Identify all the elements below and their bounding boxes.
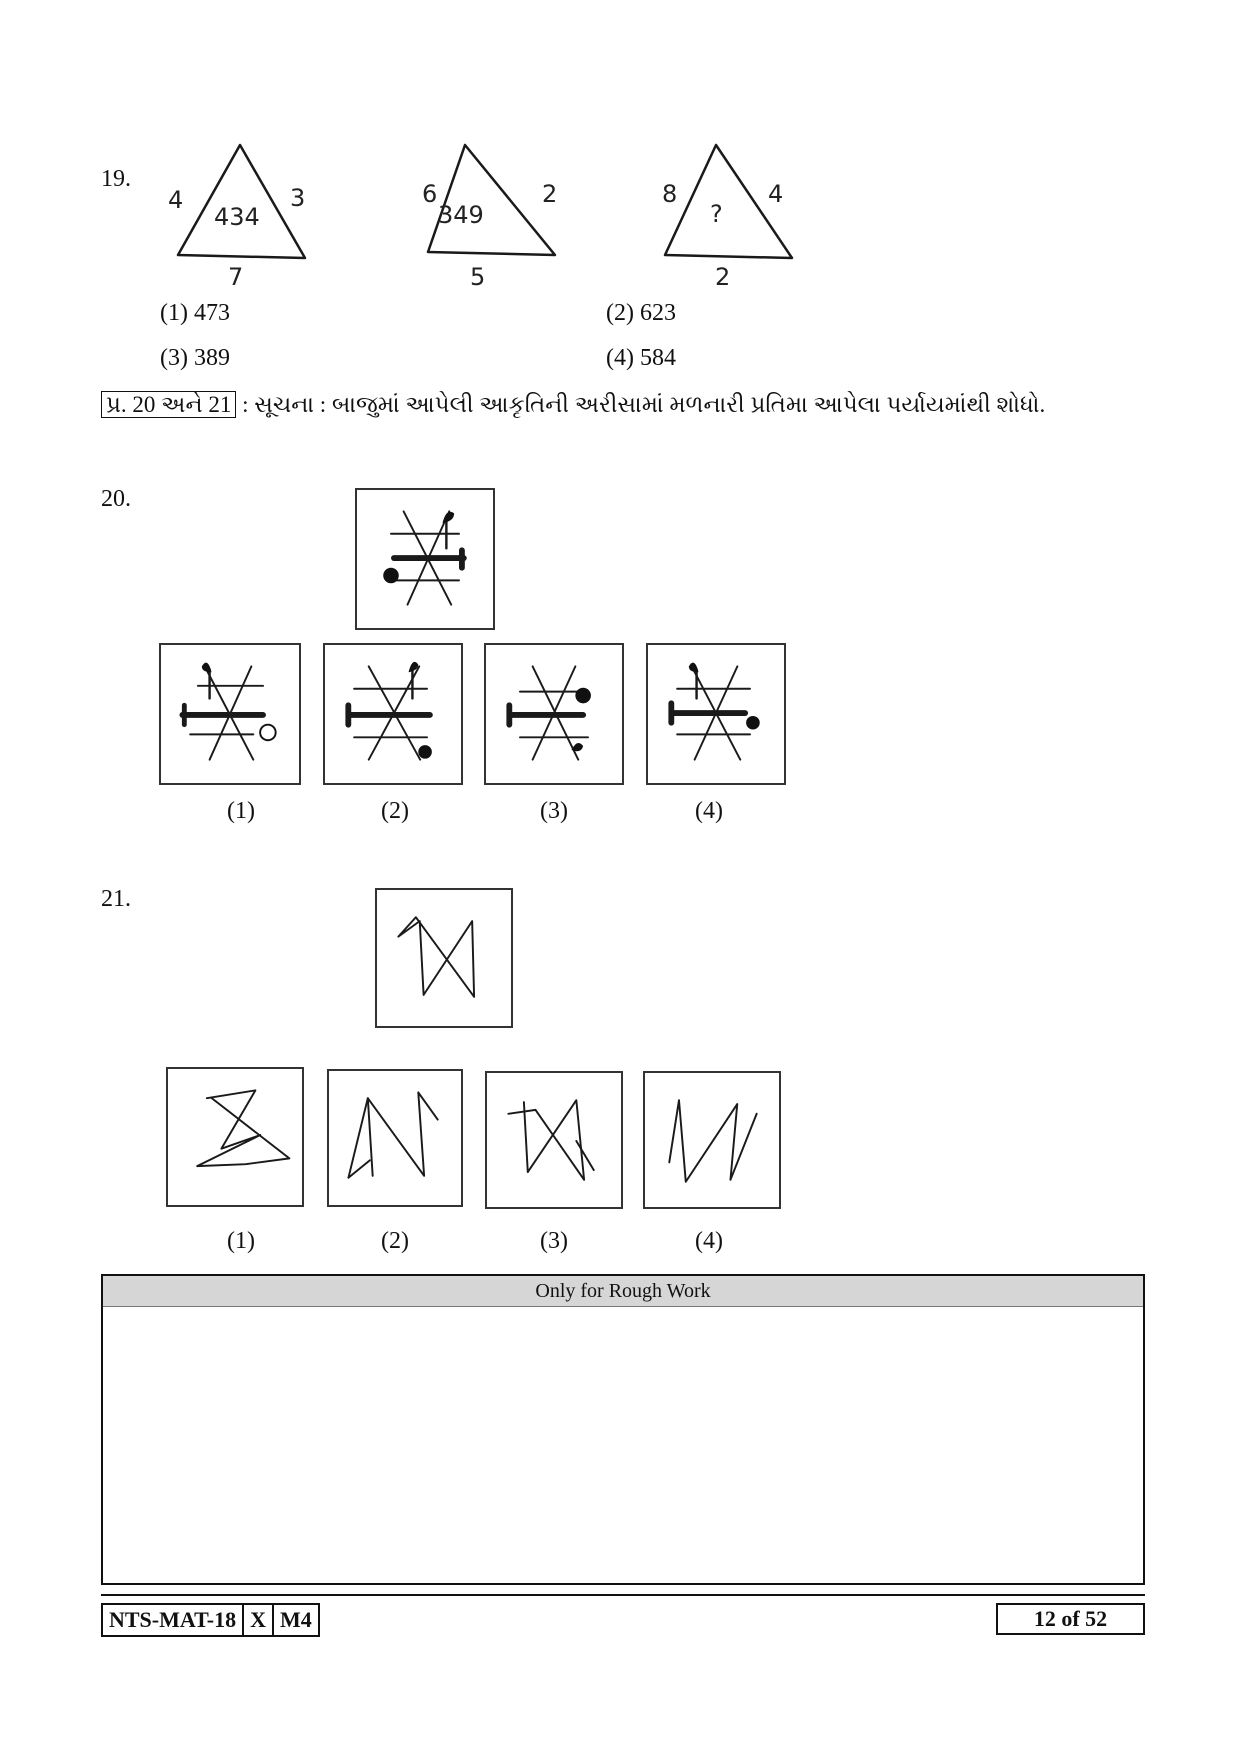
instruction-text: : સૂચના : બાજુમાં આપેલી આકૃતિની અરીસામાં મળનારી પ્રતિમા આપેલા પર્યાયમાંથી શોધો. xyxy=(242,392,1046,417)
question-21-number: 21. xyxy=(101,886,131,912)
triangle-1-right: 3 xyxy=(290,184,306,212)
q19-option-1[interactable]: (1) 473 xyxy=(160,300,230,326)
q21-option-2-figure[interactable] xyxy=(327,1069,463,1207)
triangle-2-bottom: 5 xyxy=(470,263,486,290)
triangle-3-center: ? xyxy=(710,200,723,228)
footer-page-number: 12 of 52 xyxy=(996,1603,1145,1635)
q20-option-2-figure[interactable] xyxy=(323,643,463,785)
q21-option-3-figure[interactable] xyxy=(485,1071,623,1209)
q19-option-3[interactable]: (3) 389 xyxy=(160,345,230,371)
rough-work-label: Only for Rough Work xyxy=(103,1276,1143,1307)
triangle-2-left: 6 xyxy=(422,180,438,208)
triangle-1 xyxy=(168,145,305,290)
q20-caption-2: (2) xyxy=(381,798,409,824)
q20-option-4-figure[interactable] xyxy=(646,643,786,785)
triangle-1-left: 4 xyxy=(168,186,184,214)
question-20-number: 20. xyxy=(101,486,131,512)
footer-rule xyxy=(101,1594,1145,1596)
q20-option-3-figure[interactable] xyxy=(484,643,624,785)
q20-caption-4: (4) xyxy=(695,798,723,824)
q20-caption-3: (3) xyxy=(540,798,568,824)
q21-option-1-figure[interactable] xyxy=(166,1067,304,1207)
q20-option-1-figure[interactable] xyxy=(159,643,301,785)
q21-option-4-figure[interactable] xyxy=(643,1071,781,1209)
q19-option-2[interactable]: (2) 623 xyxy=(606,300,676,326)
footer-set: M4 xyxy=(273,1604,319,1636)
rough-work-box[interactable] xyxy=(101,1274,1145,1585)
footer-code-table xyxy=(101,1603,320,1637)
triangle-3 xyxy=(662,145,792,290)
triangle-3-right: 4 xyxy=(768,180,784,208)
q19-option-4[interactable]: (4) 584 xyxy=(606,345,676,371)
instruction-tag: પ્ર. 20 અને 21 xyxy=(101,391,236,418)
instruction-line xyxy=(101,392,1045,418)
triangle-3-left: 8 xyxy=(662,180,678,208)
triangle-3-bottom: 2 xyxy=(715,263,731,290)
triangle-2 xyxy=(422,145,557,290)
footer-class: X xyxy=(243,1604,273,1636)
q19-triangles-figure xyxy=(150,130,850,290)
footer-paper-code: NTS-MAT-18 xyxy=(102,1604,243,1636)
triangle-1-bottom: 7 xyxy=(228,263,244,290)
triangle-2-center: 349 xyxy=(438,201,484,229)
q21-caption-1: (1) xyxy=(227,1228,255,1254)
q21-caption-4: (4) xyxy=(695,1228,723,1254)
q21-problem-figure xyxy=(375,888,513,1028)
q21-caption-3: (3) xyxy=(540,1228,568,1254)
triangle-1-center: 434 xyxy=(214,203,260,231)
q20-problem-figure xyxy=(355,488,495,630)
triangle-2-right: 2 xyxy=(542,180,558,208)
q21-caption-2: (2) xyxy=(381,1228,409,1254)
question-19-number: 19. xyxy=(101,166,131,192)
q20-caption-1: (1) xyxy=(227,798,255,824)
